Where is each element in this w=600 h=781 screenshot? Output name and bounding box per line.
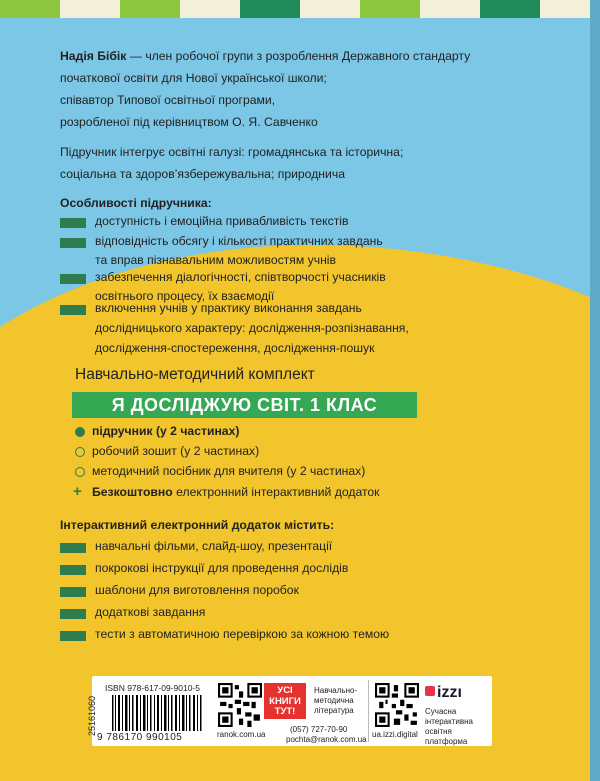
qr-code-ranok — [218, 683, 262, 727]
circle-icon — [75, 467, 85, 477]
izzi-tagline-3: освітня — [425, 727, 452, 736]
barcode-number: 9 786170 990105 — [97, 732, 183, 743]
publisher-type-line-3: література — [314, 706, 354, 715]
kit-item-manual: методичний посібник для вчителя (у 2 частинах) — [92, 464, 366, 478]
divider — [368, 680, 369, 742]
publisher-email: pochta@ranok.com.ua — [286, 735, 367, 744]
addon-item: покрокові інструкції для проведення дослідів — [95, 561, 349, 575]
feature-item-cont: освітнього процесу, їх взаємодії — [95, 289, 275, 303]
kit-item-textbook: підручник (у 2 частинах) — [92, 424, 240, 438]
kit-item-addon: Безкоштовно електронний інтерактивний додаток — [92, 485, 380, 499]
feature-item-cont: дослідження-спостереження, дослідження-пошук — [95, 341, 375, 355]
addon-bullet — [60, 609, 86, 619]
qr-code-izzi — [375, 683, 419, 727]
ranok-url: ranok.com.ua — [217, 730, 266, 739]
filled-circle-icon — [75, 427, 85, 437]
features-heading: Особливості підручника: — [60, 196, 212, 210]
addon-item: навчальні фільми, слайд-шоу, презентації — [95, 539, 333, 553]
addon-bullet — [60, 543, 86, 553]
barcode-side-number: 25161060 — [87, 695, 97, 736]
feature-item-cont: дослідницького характеру: дослідження-розпізнавання, — [95, 321, 409, 335]
izzi-url: ua.izzi.digital — [372, 730, 418, 739]
author-line-1: Надія Бібік — член робочої групи з розроблення Державного стандарту — [60, 49, 471, 63]
integration-line-2: соціальна та здоров’язбережувальна; природнича — [60, 167, 345, 181]
kit-banner: Я ДОСЛІДЖУЮ СВІТ. 1 КЛАС — [72, 392, 417, 418]
feature-item: відповідність обсягу і кількості практичних завдань — [95, 234, 383, 248]
publisher-type-line-1: Навчально- — [314, 686, 358, 695]
top-stripe-bar — [0, 0, 600, 18]
kit-item-workbook: робочий зошит (у 2 частинах) — [92, 444, 260, 458]
feature-bullet — [60, 238, 86, 248]
plus-icon: + — [73, 483, 82, 500]
feature-item-cont: та вправ пізнавальним можливостям учнів — [95, 253, 336, 267]
izzi-logo-text: izzı — [437, 684, 462, 701]
addon-item: шаблони для виготовлення поробок — [95, 583, 299, 597]
kit-title: Навчально-методичний комплект — [75, 366, 315, 383]
integration-line-1: Підручник інтегрує освітні галузі: громадянська та історична; — [60, 145, 404, 159]
feature-item: включення учнів у практику виконання завдань — [95, 301, 362, 315]
addon-bullet — [60, 587, 86, 597]
izzi-tagline-2: інтерактивна — [425, 717, 473, 726]
publisher-phone: (057) 727-70-90 — [290, 725, 348, 734]
feature-bullet — [60, 218, 86, 228]
spine-edge — [590, 0, 600, 781]
addon-item: тести з автоматичною перевіркою за кожною темою — [95, 627, 390, 641]
izzi-tagline-1: Сучасна — [425, 707, 457, 716]
feature-item: забезпечення діалогічності, співтворчості учасників — [95, 270, 386, 284]
circle-icon — [75, 447, 85, 457]
author-line-4: розробленої під керівництвом О. Я. Савченко — [60, 115, 318, 129]
addon-item: додаткові завдання — [95, 605, 206, 619]
author-line-3: співавтор Типової освітньої програми, — [60, 93, 276, 107]
author-line-2: початкової освіти для Нової української школи; — [60, 71, 327, 85]
addon-heading: Інтерактивний електронний додаток містить: — [60, 518, 335, 532]
feature-bullet — [60, 274, 86, 284]
publisher-type-line-2: методична — [314, 696, 354, 705]
isbn-text: ISBN 978-617-09-9010-5 — [105, 683, 200, 693]
izzi-tagline-4: платформа — [425, 737, 468, 746]
play-icon — [425, 686, 435, 696]
feature-bullet — [60, 305, 86, 315]
feature-item: доступність і емоційна привабливість текстів — [95, 214, 349, 228]
addon-bullet — [60, 565, 86, 575]
addon-bullet — [60, 631, 86, 641]
all-books-here-badge: УСІ КНИГИ ТУТ! — [264, 683, 306, 719]
